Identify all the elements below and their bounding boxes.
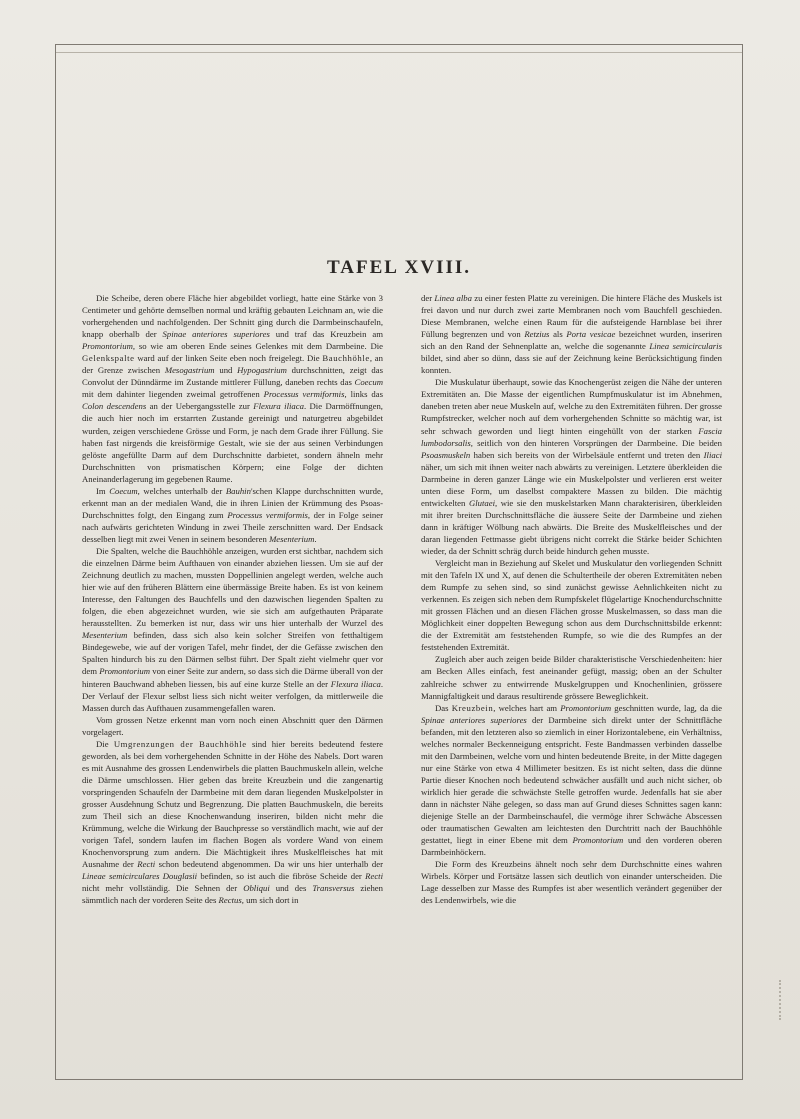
text-run: Das [435,702,452,713]
term: Linea alba [434,293,472,303]
term: Flexura iliaca [253,401,304,412]
term: Porta vesicae [566,329,616,340]
text-run: 'schen Klappe durchschnitten wurde, erkennt man an der medialen Wand, die in ihren Linien der Krümmung des Psoas-Durchschnittes folgt, den Eingang zum [82,485,383,520]
paragraph [82,714,383,738]
text-run: Zugleich aber auch zeigen beide Bilder charakteristische Verschiedenheiten: hier am Becken Alles einfach, fest aneinander gefügt, massig; oben an der Schulter zahlreiche schwer zu entwirrende Muskelgruppen und Knochenlinien, grössere Mannigfaltigkeit und daraus resultirende grössere Beweglichkeit. [421,654,722,701]
term: Obliqui [243,883,270,894]
term: Linea semicircularis [649,341,722,352]
paragraph [82,292,383,485]
text-run: Im [96,485,110,496]
term: Psoasmuskeln [421,449,471,460]
term: Retzius [524,329,550,340]
frame-rule [56,52,742,53]
text-run: von einer Seite zur andern, so dass sich die Därme überall von der hinteren Bauchwand abheben liessen, bis auf eine kurze Stelle an der [82,666,383,689]
text-run: , welches unterhalb der [137,485,226,496]
text-run: Die [96,738,114,749]
text-run: und des [269,883,313,894]
term: Promontorium [82,341,133,352]
text-run: , seitlich von den hinteren Vorsprüngen der Darmbeine. Die beiden [470,437,722,448]
term: Coecum [354,377,383,388]
text-run: , wie sie den muskelstarken Mann charakterisiren, überkleiden mit ihrer breiten Durchschnittsfläche die äussere Seite der Darmbeine und ziehen dann in kräftiger Wölbung nach abwärts. Die Breite des Muskelfleisches und der daran liegenden Fettmasse giebt übrigens nicht correkt die Stärke beider Schichten wieder, da der Schnitt schräg durch beide hindurch gehen musste. [421,497,722,556]
text-run: sind hier bereits bedeutend festere geworden, als bei dem vorhergehenden Schnitte in der Höhe des Nabels. Dort waren es mit Ausnahme des grossen Lendenwirbels die platten Bauchmuskeln allein, welche die Därme umschlossen. Hier geben das breite Kreuzbein und die zangenartig vorspringenden Schaufeln der Darmbeine mit dem daran liegenden Muskelpolster in grosser Ausdehnung Schutz und Begrenzung. Die platten Bauchmuskeln, die bereits zum Theil sich an diese Knochenwandung inseriren, bilden nicht mehr die Krümmung, welche die Wirkung der Bauchpresse so verständlich macht, wie auf der vorigen Tafel, sondern laufen im flachen Bogen als vordere Wand von einem Knochenvorsprung zum andern. Die Mächtigkeit ihres Muskelfleisches hat mit Ausnahme der [82,738,383,870]
term: Transversus [312,883,355,894]
text-run: an der Uebergangsstelle zur [146,401,254,412]
paragraph [421,292,722,376]
term: Colon descendens [82,401,147,412]
text-run: . Die Darmöffnungen, die auch hier noch im erstarrten Zustande gereinigt und naturgetreu abgebildet wurden, zeigen verschiedene Grösse und Form, je nach dem Grade ihrer Füllung. Sie haben fast nirgends die kreisförmige Gestalt, wie sie der aus seinen Verbindungen gelöste angefüllte Darm auf dem Durchschnitte darbietet, sondern ähneln mehr Durchschnitten von prismatischen Körpern; eine Folge der dichten Aneinanderlagerung im gegebenen Raume. [82,401,383,484]
text-run: näher, um sich mit ihnen weiter nach abwärts zu vereinigen. Letztere überkleiden die Darmbeine in deren ganzer Länge wie ein Muskelpolster und verlieren erst weiter unten diese Form, um daselbst compaktere Massen zu bilden. Die mächtig entwickelten [421,461,722,508]
paragraph [421,858,722,906]
term: Lineae semicirculares Douglasii [82,871,198,882]
term: Rectus [218,895,242,906]
text-column-right [421,292,722,906]
term: Promontorium [572,835,624,846]
text-run: ward auf der linken Seite eben noch freigelegt. Die [134,353,323,364]
text-run: Die Scheibe, deren obere Fläche hier abgebildet vorliegt, hatte eine Stärke von 3 Centimeter und gehörte demselben normal und kräftig gebauten Leichnam an, wie die vorhergehenden und nachfolgenden. Der Schnitt ging durch die Darmbeinschaufeln, knapp oberhalb der [82,293,383,340]
term: Promontorium [560,702,612,713]
text-column-left [82,292,383,906]
term: Coecum [109,485,138,496]
text-run: Vergleicht man in Beziehung auf Skelet und Muskulatur den vorliegenden Schnitt mit den Tafeln IX und X, auf denen die Schultertheile der oberen Extremitäten neben dem Rumpfe zu sehen sind, so sind zunächst gewisse Aehnlichkeiten nicht zu verkennen. Es zeigen sich neben dem Rumpfskelet flügelartige Knochendurchschnitte mit grossen Flächen und an diesen Flächen grosse Muskelmassen, so dass man die Möglichkeit einer doppelten Bewegung schon aus dem Durchschnittsbilde erkennt: die der Extremität am feststehenden Rumpfe, so wie die des Rumpfes an der feststehenden Extremität. [421,558,722,653]
text-run: Die Spalten, welche die Bauchhöhle anzeigen, wurden erst sichtbar, nachdem sich die einzelnen Därme beim Aufthauen von einander abziehen liessen. Um sie auf der Zeichnung deutlich zu machen, mussten Doppellinien angelegt werden, welche auch hier wie auf den früheren Blättern eine übermässige Breite haben. Es ist von keinem Interesse, den Faltungen des Bauchfells und den dazwischen liegenden Spalten zu folgen, die eben abgezeichnet wurden, wie sie sich am aufgethauten Präparate herausstellten. Zu bemerken ist nur, dass wir uns hier unterhalb der Wurzel des [82,545,383,629]
emphasis: Gelenkspalte [82,353,135,364]
paragraph [421,653,722,701]
text-run: haben sich bereits von der Wirbelsäule entfernt und treten den [470,449,704,460]
text-run: und traf das Kreuzbein am [269,329,383,340]
emphasis: Bauchhöhle [322,353,370,364]
term: Promontorium [99,666,151,677]
text-run: Vom grossen Netze erkennt man vorn noch einen Abschnitt quer den Därmen vorgelagert. [82,714,383,737]
term: Hypogastrium [237,365,287,376]
text-run: Die Form des Kreuzbeins ähnelt noch sehr dem Durchschnitte eines wahren Wirbels. Körper und Fortsätze lassen sich deutlich von einander unterscheiden. Die Lage desselben zur Masse des Rumpfes ist aber wesentlich verändert gegenüber der des Lendenwirbels, wie die [421,859,722,906]
term: Processus vermiformis [227,509,308,520]
term: Mesogastrium [164,365,215,376]
text-run: als [549,329,567,340]
term: Bauhin [225,485,251,496]
term: Processus vermiformis [263,389,345,400]
text-run: und [214,365,238,376]
text-run: . Der Verlauf der Flexur selbst liess sich nicht weiter verfolgen, da mittlerweile die Massen durch das Aufthauen zusammengefallen waren. [82,678,383,713]
text-run: nicht mehr vollständig. Die Sehnen der [82,883,244,894]
term: Fascia lumbodorsalis [421,425,722,448]
paragraph [82,485,383,545]
text-run: bezeichnet wurden, inseriren sich an den Rand der Sehnenplatte an, welche die sogenannte [421,329,722,352]
text-run: und den vorderen oberen Darmbeinhöckern. [421,835,722,858]
text-run: ziehen sämmtlich nach der vorderen Seite des [82,883,383,906]
text-run: , um sich dort in [241,895,299,906]
text-run: , welches hart am [493,702,561,713]
text-run: zu einer festen Platte zu vereinigen. Die hintere Fläche des Muskels ist frei davon und nur durch zwei zarte Membranen noch vom Bauchfell geschieden. Diese Membranen, welche einen Raum für die aufsteigende Harnblase bei ihrer Füllung begrenzen und von [421,293,723,340]
text-run: der [421,293,435,303]
paragraph [82,545,383,714]
text-run: , so wie am oberen Ende seines Gelenkes mit dem Darmbeine. Die [132,341,383,352]
text-run: bildet, sind aber so dünn, dass sie auf der Zeichnung keine Berücksichtigung finden konnten. [421,353,722,376]
binding-edge [779,980,785,1020]
paragraph [421,702,722,859]
text-run: Die Muskulatur überhaupt, sowie das Knochengerüst zeigen die Nähe der unteren Extremitäten an. Die Masse der eigentlichen Rumpfmuskulatur ist im Abnehmen, daneben treten aber neue Muskeln auf, welche zu den Extremitäten führen. Der grosse Rumpfstrecker, welcher noch auf dem vorhergehenden Schnitte so mächtig war, ist sehr schwach geworden und liegt hinten eingehüllt von der starken [421,377,722,436]
term: Flexura iliaca [330,678,381,689]
term: Spinae anteriores superiores [162,329,270,340]
text-run: , der in Folge seiner nach aufwärts gerichteten Windung in zwei Theile zerschnitten ward. Der Endsack desselben liegt mit zwei Venen in seinem besonderen [82,509,383,544]
paragraph [421,376,722,557]
page-frame [55,44,743,1080]
term: Glutaei [468,497,495,508]
paragraph [82,738,383,907]
page-title: TAFEL XVIII. [326,257,471,278]
text-run: befinden, so ist auch die fibröse Scheide der [197,871,366,882]
text-run: befinden, dass sich also kein solcher Streifen von fetthaltigem Bindegewebe, wie auf der vorigen Tafel, mehr findet, der die Gefässe zwischen den Spalten hindurch bis zu den Därmen selbst führt. Der Spalt zieht vielmehr quer vor dem [82,630,383,677]
text-run: geschnitten wurde, lag, da die [611,702,722,713]
emphasis: Umgrenzungen der Bauchhöhle [113,738,247,749]
term: Mesenterium [82,630,128,641]
term: Spinae anteriores superiores [421,714,527,725]
text-run: mit dem dahinter liegenden zweimal getroffenen [82,389,264,400]
text-run: durchschnitten, zeigt das Convolut der Dünndärme im Zustande mittlerer Füllung, daneben rechts das [82,365,383,388]
term: Mesenterium [269,533,315,544]
term: Recti [137,859,156,870]
term: Iliaci [703,449,722,460]
term: Recti [365,871,384,882]
text-run: , an der Grenze zwischen [82,353,384,376]
text-run: der Darmbeine sich direkt unter der Schnittfläche befanden, mit den letzteren also so ziemlich in einer Horizontalebene, ein Verhältniss, welches normaler Beckenneigung entspricht. Feste Bandmassen verbinden dasselbe mit den Darmbeinen, welche vorn und hinten bedeutende Breite, in der Mitte dagegen nur eine Stärke von etwa 4 Millimeter besitzen. Es ist nicht selten, dass die dünne Partie dieser Knochen noch bedeutend schwächer ausfällt und auch nicht sicher, ob wirklich hier gerade die schwächste Stelle getroffen wurde. Jedenfalls hat sie aber dann in nächster Nähe gelegen, so dass man auf Grund dieses Schnittes sagen kann: diejenige Stelle an der Darmbeinschaufel, die vermöge ihrer Schwäche Abscessen oder traumatischen Gewalten am leichtesten den Durchtritt nach der Bauchhöhle gestattet, liegt in einer Ebene mit dem [421,714,722,846]
text-run: , links das [344,389,383,400]
text-run: . [314,533,317,544]
paragraph [421,557,722,653]
emphasis: Kreuzbein [451,702,494,713]
text-run: schon bedeutend abgenommen. Da wir uns hier unterhalb der [155,859,383,870]
